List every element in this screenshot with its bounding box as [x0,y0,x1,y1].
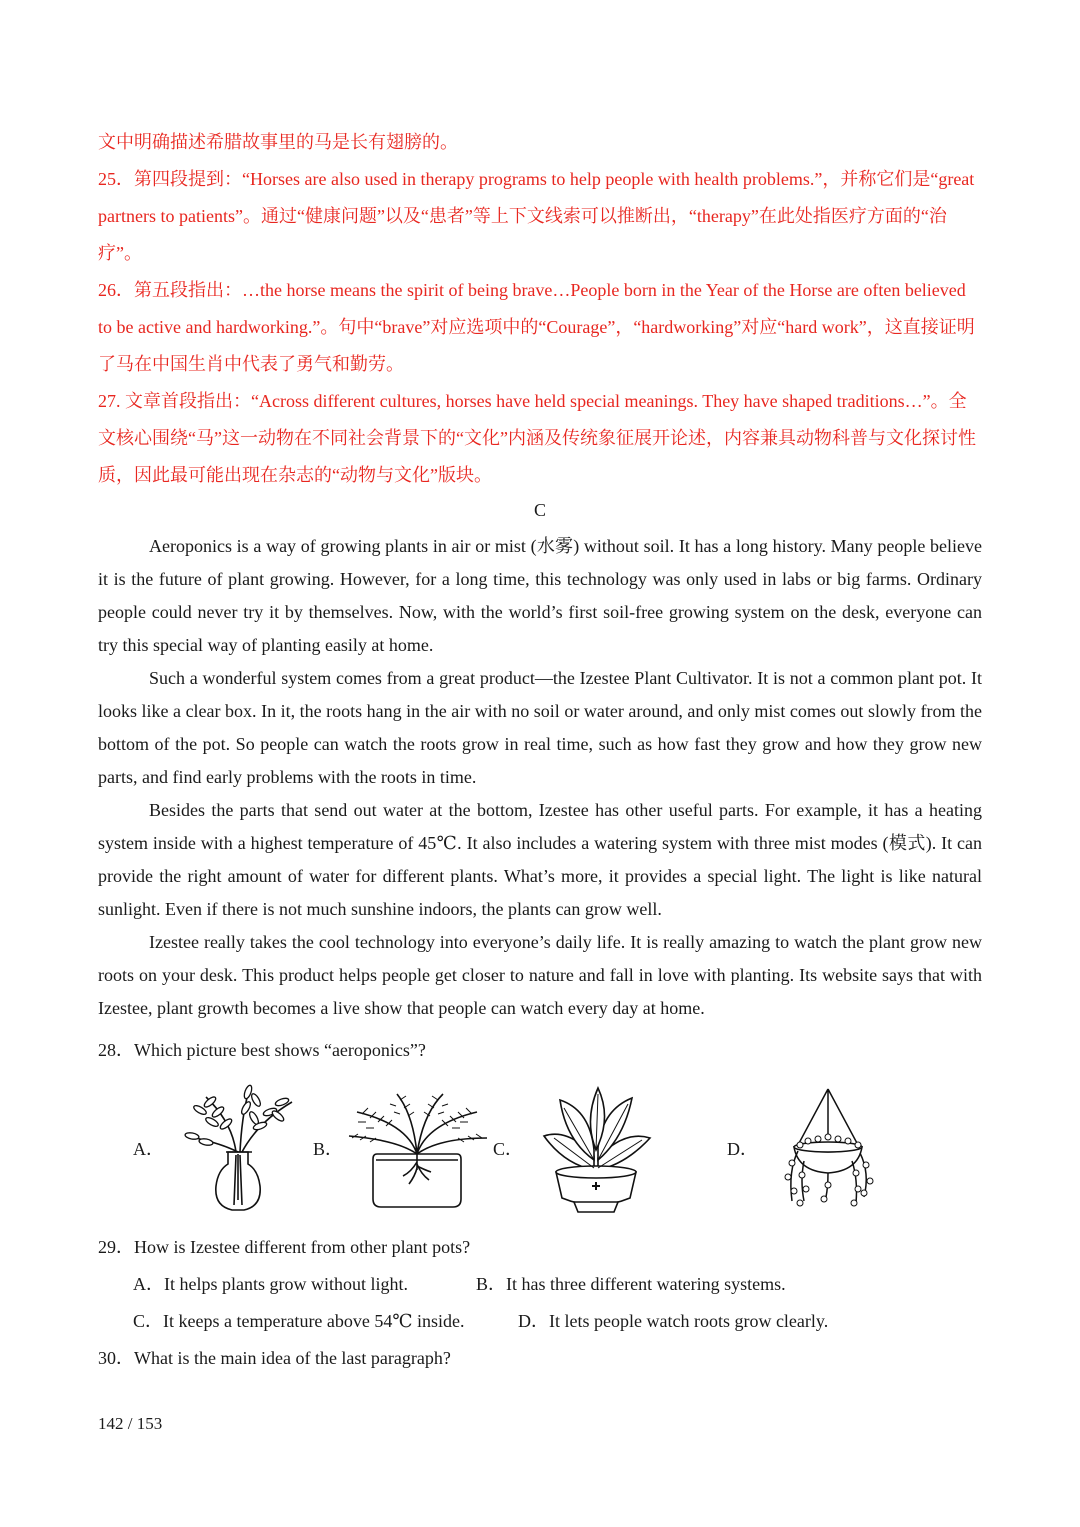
q29-option-b[interactable]: B．It has three different watering systems. [476,1274,786,1294]
q29-option-d[interactable]: D．It lets people watch roots grow clearly. [518,1311,829,1331]
pic-label-d: D． [727,1139,758,1159]
section-title: C [533,500,546,520]
pic-label-a: A． [133,1139,164,1159]
hanging-basket-plant-icon [772,1085,882,1215]
aeroponic-box-plant-icon [342,1082,492,1212]
q29-option-c[interactable]: C．It keeps a temperature above 54℃ inside. [133,1311,465,1331]
answer-27: 27. 文章首段指出：“Across different cultures, horses have held special meanings. They have shaped traditions…”。全文核心围绕“马”这一动物在不同社会背景下的“文化”内涵及传统象征展开论述，内容兼具动物科普与文化探讨性质，因此最可能出现在杂志的“动物与文化”版块。 [98,391,976,485]
question-28: 28．Which picture best shows “aeroponics”? [98,1040,426,1060]
question-29: 29．How is Izestee different from other plant pots? [98,1237,471,1257]
pic-label-b: B． [313,1139,344,1159]
reading-passage [98,530,982,1025]
vase-plant-icon [170,1080,310,1215]
answer-25: 25．第四段提到：“Horses are also used in therapy programs to help people with health problems.”，并称它们是“great partners to patients”。通过“健康问题”以及“患者”等上下文线索可以推断出，“therapy”在此处指医疗方面的“治疗”。 [98,169,975,263]
paragraph-3: Besides the parts that send out water at the bottom, Izestee has other useful parts. For example, it has a heating system inside with a highest temperature of 45℃. It also includes a watering system with three mist modes (模式). It can provide the right amount of water for different plants. What’s more, it provides a special light. The light is like natural sunlight. Even if there is not much sunshine indoors, the plants can grow well. [98,800,982,919]
page-number: 142 / 153 [98,1414,163,1433]
paragraph-4: Izestee really takes the cool technology into everyone’s daily life. It is really amazing to watch the plant grow new roots on your desk. This product helps people get closer to nature and fall in love with planting. Its website says that with Izestee, plant growth becomes a live show that people can watch every day at home. [98,932,982,1018]
pic-label-c: C． [493,1139,524,1159]
q29-option-a[interactable]: A．It helps plants grow without light. [133,1274,408,1294]
answer-26: 26．第五段指出：…the horse means the spirit of being brave…People born in the Year of the Horse are often believed to be active and hardworking.”。句中“brave”对应选项中的“Courage”，“hardworking”对应“hard work”，这直接证明了马在中国生肖中代表了勇气和勤劳。 [98,280,975,374]
question-30: 30．What is the main idea of the last paragraph? [98,1348,451,1368]
soil-pot-plant-icon [536,1080,656,1215]
paragraph-1: Aeroponics is a way of growing plants in air or mist (水雾) without soil. It has a long history. Many people believe it is the future of plant growing. However, for a long time, this technology was only used in labs or big farms. Ordinary people could never try it by themselves. Now, with the world’s first soil-free growing system on the desk, everyone can try this special way of planting easily at home. [98,536,982,655]
answer-explanations [98,124,982,494]
paragraph-2: Such a wonderful system comes from a great product—the Izestee Plant Cultivator. It is not a common plant pot. It looks like a clear box. In it, the roots hang in the air with no soil or water around, and only mist comes out slowly from the bottom of the pot. So people can watch the roots grow in real time, such as how fast they grow and how they grow new parts, and find early problems with the roots in time. [98,668,982,787]
answer-line: 文中明确描述希腊故事里的马是长有翅膀的。 [98,132,458,152]
